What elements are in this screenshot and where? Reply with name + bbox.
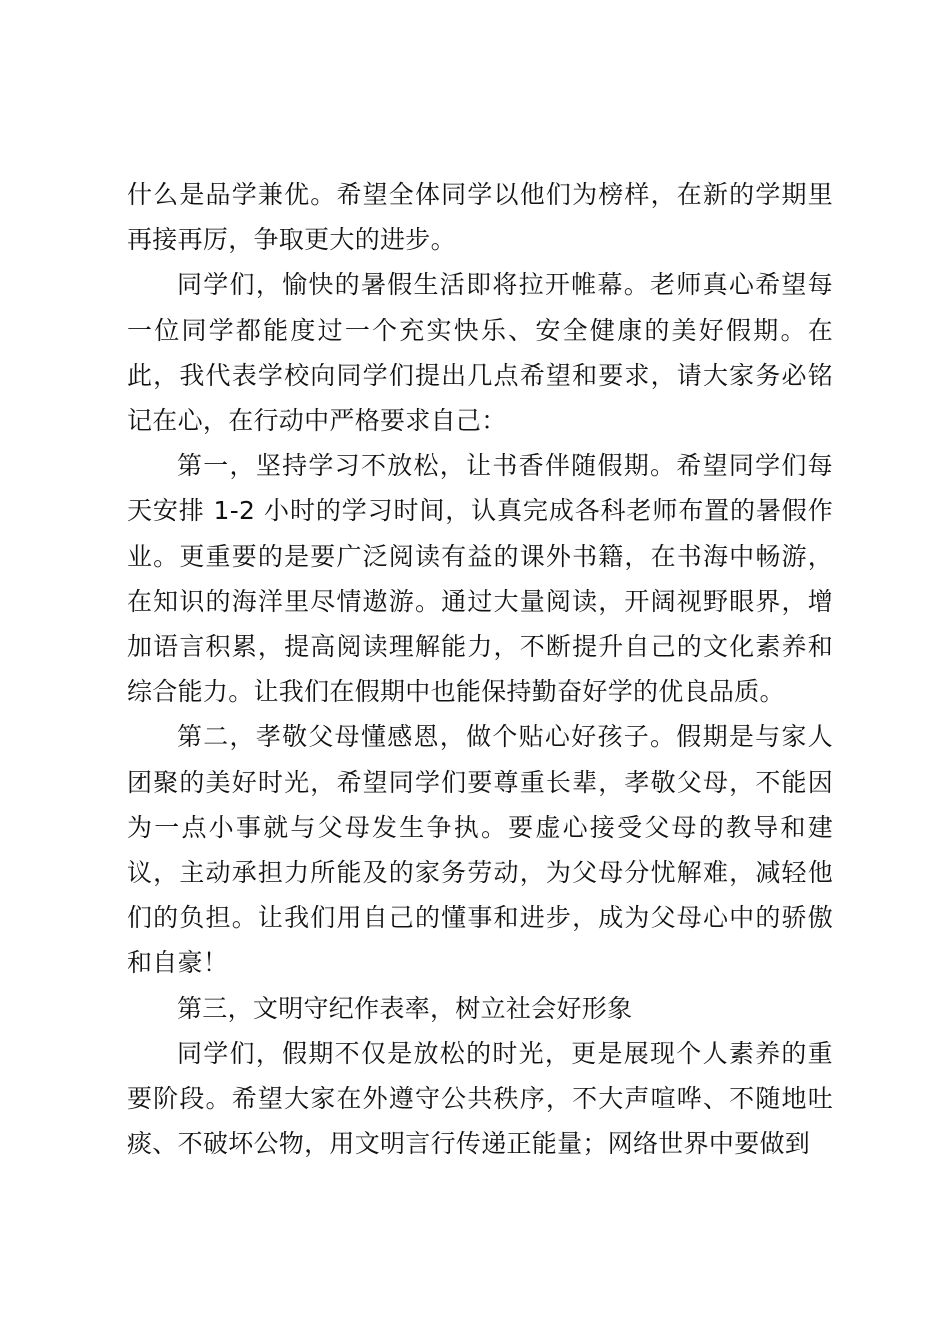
paragraph-point-three-body: 同学们，假期不仅是放松的时光，更是展现个人素养的重要阶段。希望大家在外遵守公共秩序，不大声喧哗、不随地吐痰、不破坏公物，用文明言行传递正能量；网络世界中要做到 — [127, 1038, 833, 1159]
paragraph-point-three-heading: 第三，文明守纪作表率，树立社会好形象 — [177, 993, 633, 1023]
paragraph-point-two: 第二，孝敬父母懂感恩，做个贴心好孩子。假期是与家人团聚的美好时光，希望同学们要尊重长辈，孝敬父母，不能因为一点小事就与父母发生争执。要虚心接受父母的教导和建议，主动承担力所能及的家务劳动，为父母分忧解难，减轻他们的负担。让我们用自己的懂事和进步，成为父母心中的骄傲和自豪！ — [127, 722, 833, 978]
paragraph-point-one: 第一，坚持学习不放松，让书香伴随假期。希望同学们每天安排 1-2 小时的学习时间，认真完成各科老师布置的暑假作业。更重要的是要广泛阅读有益的课外书籍，在书海中畅游，在知识的海洋里尽情遨游。通过大量阅读，开阔视野眼界，增加语言积累，提高阅读理解能力，不断提升自己的文化素养和综合能力。让我们在假期中也能保持勤奋好学的优良品质。 — [127, 451, 833, 707]
document-body — [127, 172, 833, 1166]
paragraph-summer-intro: 同学们，愉快的暑假生活即将拉开帷幕。老师真心希望每一位同学都能度过一个充实快乐、安全健康的美好假期。在此，我代表学校向同学们提出几点希望和要求，请大家务必铭记在心，在行动中严格要求自己： — [127, 270, 833, 436]
paragraph-continuation: 什么是品学兼优。希望全体同学以他们为榜样，在新的学期里再接再厉，争取更大的进步。 — [127, 180, 833, 255]
